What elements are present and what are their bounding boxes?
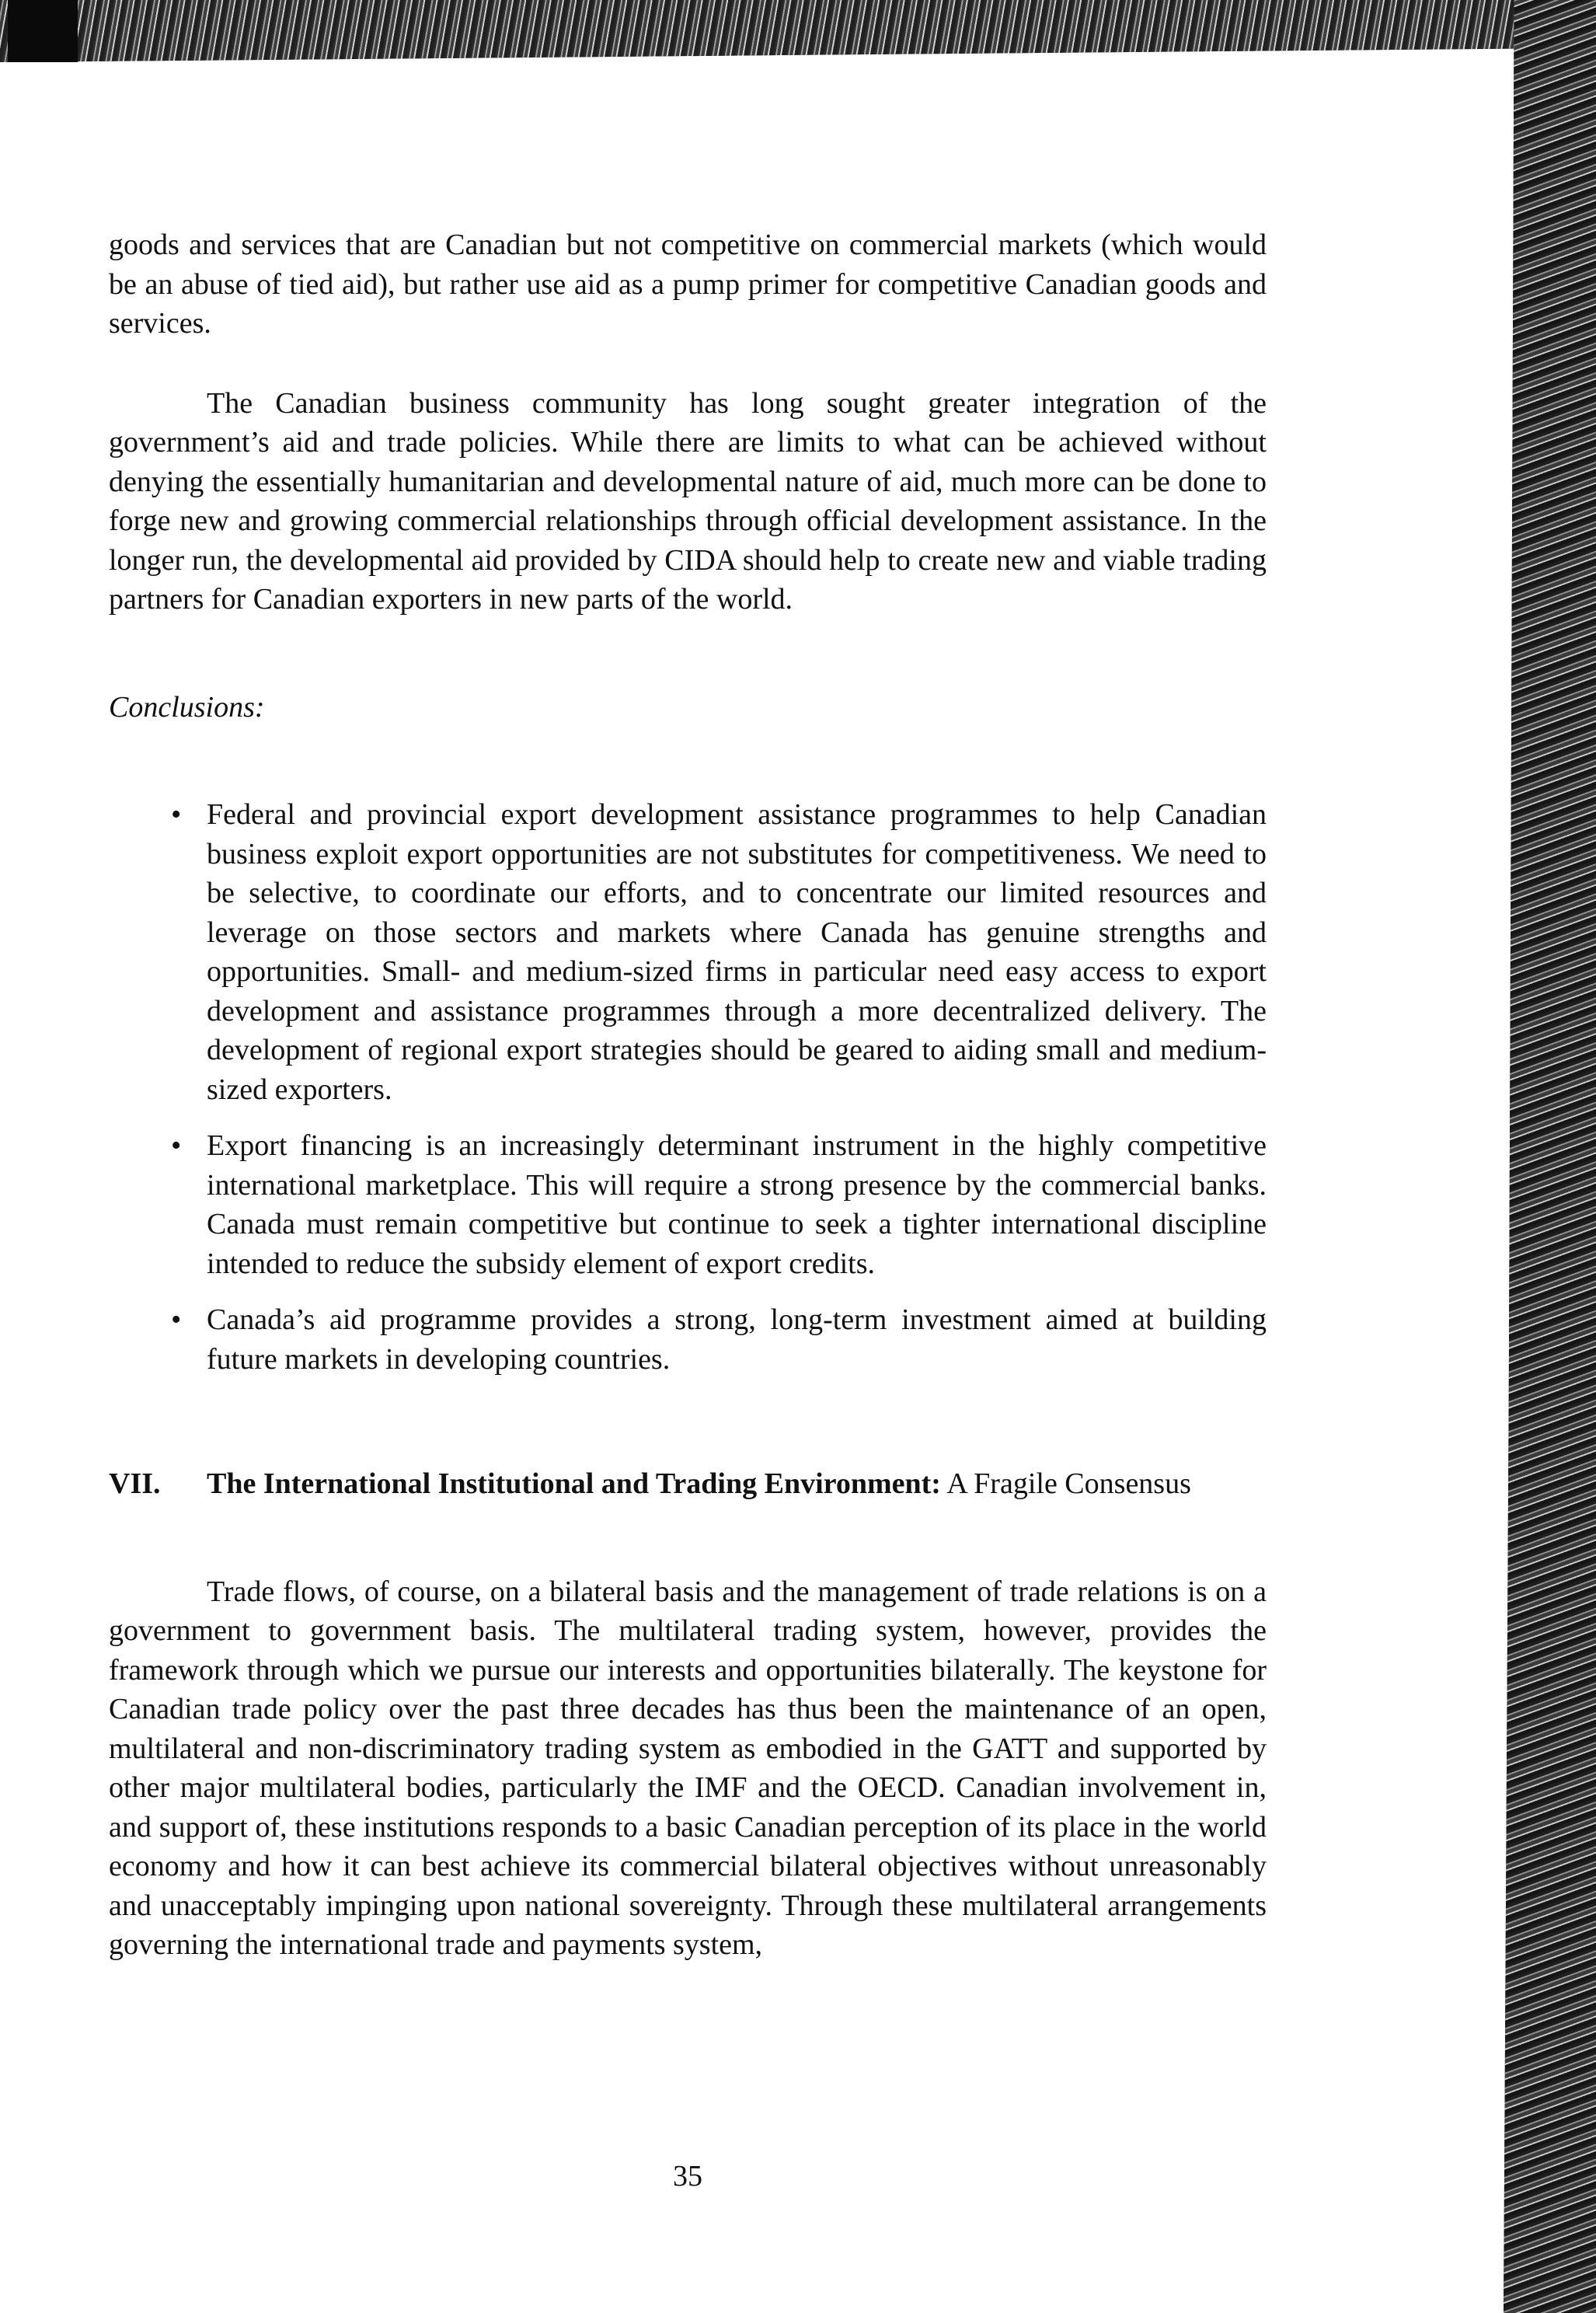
list-item-text: Export financing is an increasingly determinant instrument in the highly competitive international marketplace. This will require a strong presence by the commercial banks. Canada must remain competitive but continue to seek a tighter international discipline intended to reduce the subsidy element of export credits. <box>207 1129 1267 1280</box>
scan-edge-right <box>1464 0 1596 2313</box>
section-title-rest: A Fragile Consensus <box>946 1467 1191 1500</box>
page-number: 35 <box>673 2160 702 2193</box>
section-number: VII. <box>109 1467 161 1500</box>
list-item-text: Federal and provincial export development assistance programmes to help Canadian business exploit export opportunities are not substitutes for competitiveness. We need to be selective, to coordinate our efforts, and to concentrate our limited resources and leverage on those sectors and markets where Canada has genuine strengths and opportunities. Small- and medium-sized firms in particular need easy access to export development and assistance programmes through a more decentralized delivery. The development of regional export strategies should be geared to aiding small and medium-sized exporters. <box>207 798 1267 1106</box>
bullet-icon: • <box>171 1129 182 1162</box>
scan-edge-top <box>0 0 1596 62</box>
list-item-text: Canada’s aid programme provides a strong, long-term investment aimed at building future markets in developing countries. <box>207 1303 1267 1376</box>
list-item <box>109 1300 1267 1379</box>
scan-mark-left <box>8 0 78 62</box>
conclusions-list <box>109 795 1267 1379</box>
paragraph-business-community: The Canadian business community has long sought greater integration of the government’s aid and trade policies. While there are limits to what can be achieved without denying the essentially humanitarian and developmental nature of aid, much more can be done to forge new and growing commercial relationships through official development assistance. In the longer run, the developmental aid provided by CIDA should help to create new and viable trading partners for Canadian exporters in new parts of the world. <box>109 386 1267 616</box>
section-heading <box>109 1464 1267 1504</box>
document-page <box>109 225 1267 1965</box>
paragraph-trade-flows: Trade flows, of course, on a bilateral basis and the management of trade relations is on a government to government basis. The multilateral trading system, however, provides the framework through which we pursue our interests and opportunities bilaterally. The keystone for Canadian trade policy over the past three decades has thus been the maintenance of an open, multilateral and non-discriminatory trading system as embodied in the GATT and supported by other major multilateral bodies, particularly the IMF and the OECD. Canadian involvement in, and support of, these institutions responds to a basic Canadian perception of its place in the world economy and how it can best achieve its commercial bilateral objectives without unreasonably and unacceptably impinging upon national sovereignty. Through these multilateral arrangements governing the international trade and payments system, <box>109 1575 1267 1961</box>
list-item <box>109 1126 1267 1283</box>
section-title-bold: The International Institutional and Trading Environment: <box>207 1467 941 1500</box>
conclusions-heading: Conclusions: <box>109 690 265 724</box>
list-item <box>109 795 1267 1109</box>
bullet-icon: • <box>171 798 182 831</box>
paragraph-continuation: goods and services that are Canadian but not competitive on commercial markets (which would be an abuse of tied aid), but rather use aid as a pump primer for competitive Canadian goods and services. <box>109 229 1267 340</box>
bullet-icon: • <box>171 1303 182 1336</box>
